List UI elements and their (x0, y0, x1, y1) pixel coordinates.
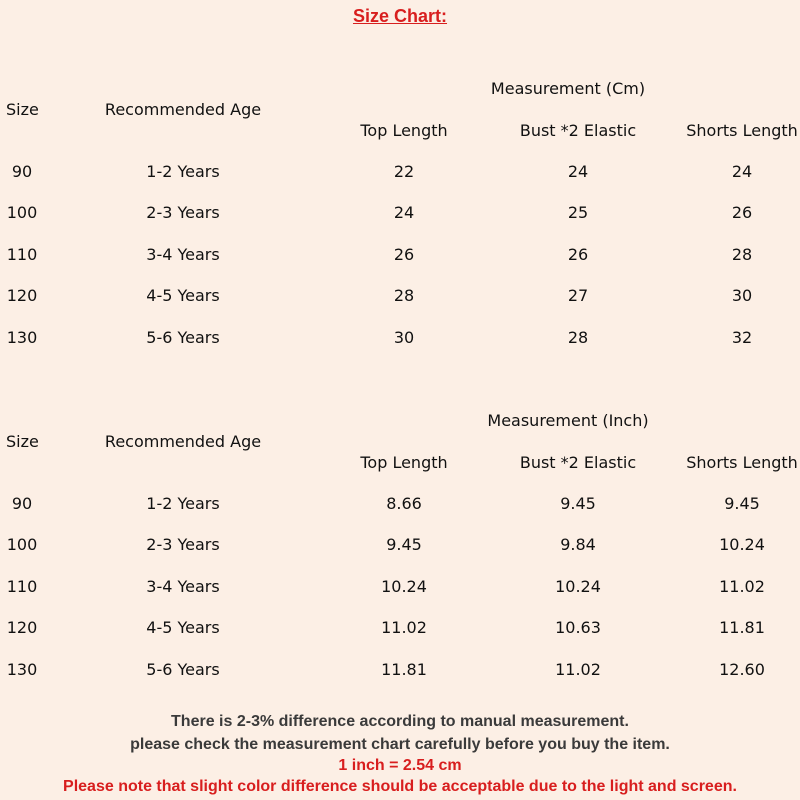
top-length-header: Top Length (360, 121, 448, 140)
bust-cell: 10.24 (555, 577, 601, 596)
shorts-length-cell: 30 (731, 286, 753, 305)
top-length-header: Top Length (360, 453, 448, 472)
age-cell: 1-2 Years (146, 162, 220, 181)
color-difference-note: Please note that slight color difference should be acceptable due to the light and screen. (63, 778, 737, 795)
bust-header: Bust *2 Elastic (519, 121, 637, 140)
bust-cell: 24 (567, 162, 589, 181)
size-cell: 120 (6, 618, 38, 637)
age-cell: 4-5 Years (146, 286, 220, 305)
bust-cell: 10.63 (555, 618, 601, 637)
bust-header: Bust *2 Elastic (519, 453, 637, 472)
bust-cell: 28 (567, 328, 589, 347)
age-cell: 2-3 Years (146, 535, 220, 554)
shorts-length-cell: 26 (731, 203, 753, 222)
conversion-note: 1 inch = 2.54 cm (338, 757, 462, 774)
top-length-cell: 10.24 (381, 577, 427, 596)
bust-cell: 9.84 (560, 535, 596, 554)
size-header: Size (6, 432, 39, 451)
cm-table (0, 0, 800, 347)
size-cell: 90 (11, 162, 33, 181)
size-cell: 90 (11, 494, 33, 513)
shorts-length-cell: 24 (731, 162, 753, 181)
bust-cell: 9.45 (560, 494, 596, 513)
shorts-length-header: Shorts Length (686, 121, 798, 140)
bust-cell: 11.02 (555, 660, 601, 679)
top-length-cell: 11.81 (381, 660, 427, 679)
top-length-cell: 28 (393, 286, 415, 305)
age-cell: 3-4 Years (146, 577, 220, 596)
size-header: Size (6, 100, 39, 119)
size-cell: 100 (6, 203, 38, 222)
measurement-header: Measurement (Cm) (490, 79, 646, 98)
size-cell: 120 (6, 286, 38, 305)
top-length-cell: 8.66 (386, 494, 422, 513)
check-chart-note: please check the measurement chart carefully before you buy the item. (130, 736, 670, 753)
top-length-cell: 30 (393, 328, 415, 347)
top-length-cell: 11.02 (381, 618, 427, 637)
size-cell: 100 (6, 535, 38, 554)
age-header: Recommended Age (104, 432, 262, 451)
shorts-length-cell: 9.45 (724, 494, 760, 513)
size-cell: 130 (6, 328, 38, 347)
top-length-cell: 9.45 (386, 535, 422, 554)
size-chart-title: Size Chart: (352, 6, 448, 26)
top-length-cell: 24 (393, 203, 415, 222)
age-header: Recommended Age (104, 100, 262, 119)
size-cell: 110 (6, 577, 38, 596)
age-cell: 1-2 Years (146, 494, 220, 513)
shorts-length-cell: 32 (731, 328, 753, 347)
age-cell: 2-3 Years (146, 203, 220, 222)
size-cell: 110 (6, 245, 38, 264)
measurement-difference-note: There is 2-3% difference according to manual measurement. (171, 713, 629, 730)
shorts-length-cell: 11.02 (719, 577, 765, 596)
age-cell: 5-6 Years (146, 328, 220, 347)
size-cell: 130 (6, 660, 38, 679)
inch-table (0, 332, 800, 679)
top-length-cell: 26 (393, 245, 415, 264)
shorts-length-cell: 11.81 (719, 618, 765, 637)
age-cell: 3-4 Years (146, 245, 220, 264)
top-length-cell: 22 (393, 162, 415, 181)
shorts-length-cell: 10.24 (719, 535, 765, 554)
bust-cell: 25 (567, 203, 589, 222)
measurement-header: Measurement (Inch) (487, 411, 649, 430)
bust-cell: 27 (567, 286, 589, 305)
age-cell: 5-6 Years (146, 660, 220, 679)
bust-cell: 26 (567, 245, 589, 264)
shorts-length-cell: 12.60 (719, 660, 765, 679)
age-cell: 4-5 Years (146, 618, 220, 637)
shorts-length-header: Shorts Length (686, 453, 798, 472)
shorts-length-cell: 28 (731, 245, 753, 264)
